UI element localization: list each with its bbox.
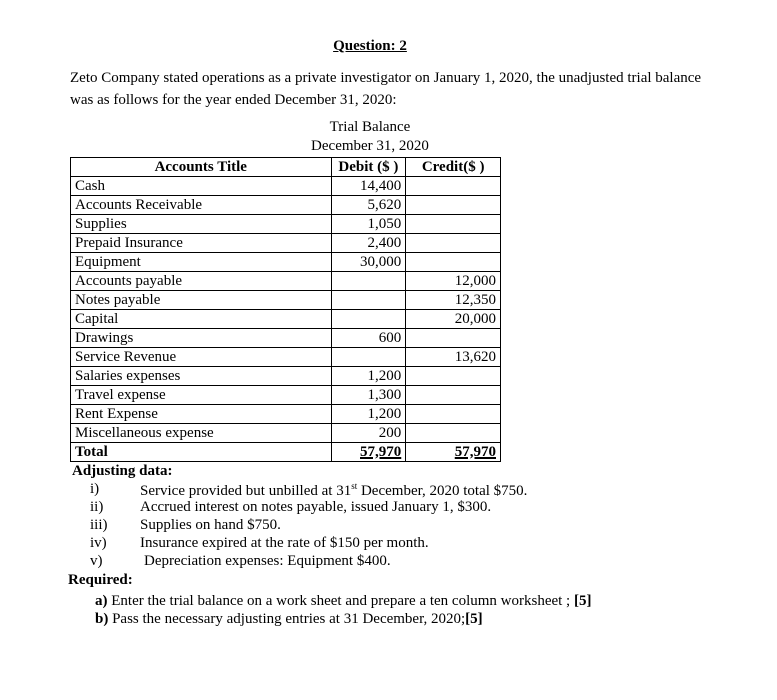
table-row <box>71 272 501 291</box>
table-row <box>71 196 501 215</box>
total-credit <box>406 443 501 462</box>
trial-balance-title: Trial Balance <box>329 119 411 135</box>
adjusting-item-text: Depreciation expenses: Equipment $400. <box>144 553 391 569</box>
total-label: Total <box>71 443 332 462</box>
header-credit: Credit($ ) <box>406 158 501 177</box>
debit-cell: 14,400 <box>331 177 406 196</box>
credit-cell <box>406 253 501 272</box>
required-item-a <box>95 593 591 610</box>
table-row <box>71 367 501 386</box>
debit-cell: 2,400 <box>331 234 406 253</box>
debit-cell: 1,200 <box>331 405 406 424</box>
table-row <box>71 234 501 253</box>
account-title: Accounts Receivable <box>71 196 332 215</box>
adjusting-item-number: v) <box>90 553 103 569</box>
item-marks: [5] <box>573 593 592 609</box>
table-row <box>71 386 501 405</box>
debit-cell: 1,300 <box>331 386 406 405</box>
item-text: Enter the trial balance on a work sheet and prepare a ten column worksheet ; <box>111 593 574 609</box>
total-debit-value: 57,970 <box>360 443 402 460</box>
table-row <box>71 177 501 196</box>
adjusting-item-number: iv) <box>90 535 107 551</box>
credit-cell: 12,000 <box>406 272 501 291</box>
total-credit-value: 57,970 <box>454 443 496 460</box>
superscript: st <box>351 481 358 491</box>
account-title: Equipment <box>71 253 332 272</box>
text-part: Service provided but unbilled at 31 <box>140 483 352 499</box>
adjusting-item-text <box>140 481 527 500</box>
credit-cell <box>406 234 501 253</box>
credit-cell <box>406 177 501 196</box>
credit-cell: 13,620 <box>406 348 501 367</box>
item-text: Pass the necessary adjusting entries at 31 December, 2020; <box>112 611 466 627</box>
text-part: December, 2020 total $750. <box>357 483 528 499</box>
debit-cell: 1,200 <box>331 367 406 386</box>
required-item-b <box>95 611 483 628</box>
account-title: Supplies <box>71 215 332 234</box>
table-row <box>71 310 501 329</box>
debit-cell <box>331 348 406 367</box>
debit-cell: 200 <box>331 424 406 443</box>
account-title: Notes payable <box>71 291 332 310</box>
credit-cell: 20,000 <box>406 310 501 329</box>
table-row <box>71 405 501 424</box>
trial-balance-table <box>70 157 501 462</box>
adjusting-item-text: Insurance expired at the rate of $150 per month. <box>140 535 429 551</box>
header-accounts-title: Accounts Title <box>71 158 332 177</box>
item-marks: [5] <box>465 611 483 627</box>
credit-cell <box>406 215 501 234</box>
adjusting-item-number: ii) <box>90 499 104 515</box>
debit-cell: 30,000 <box>331 253 406 272</box>
credit-cell <box>406 424 501 443</box>
table-row <box>71 291 501 310</box>
table-row <box>71 253 501 272</box>
total-debit <box>331 443 406 462</box>
account-title: Drawings <box>71 329 332 348</box>
table-header-row <box>71 158 501 177</box>
adjusting-item-number: iii) <box>90 517 108 533</box>
account-title: Cash <box>71 177 332 196</box>
credit-cell <box>406 405 501 424</box>
debit-cell: 600 <box>331 329 406 348</box>
account-title: Prepaid Insurance <box>71 234 332 253</box>
account-title: Accounts payable <box>71 272 332 291</box>
adjusting-data-heading: Adjusting data: <box>72 463 173 479</box>
adjusting-item-text: Supplies on hand $750. <box>140 517 281 533</box>
question-title: Question: 2 <box>333 38 407 54</box>
account-title: Rent Expense <box>71 405 332 424</box>
required-heading: Required: <box>68 572 133 588</box>
credit-cell <box>406 329 501 348</box>
table-row <box>71 329 501 348</box>
adjusting-item-number: i) <box>90 481 100 497</box>
credit-cell <box>406 386 501 405</box>
debit-cell <box>331 310 406 329</box>
debit-cell <box>331 291 406 310</box>
header-debit: Debit ($ ) <box>331 158 406 177</box>
adjusting-item-text: Accrued interest on notes payable, issued January 1, $300. <box>140 499 492 515</box>
account-title: Miscellaneous expense <box>71 424 332 443</box>
debit-cell <box>331 272 406 291</box>
credit-cell <box>406 196 501 215</box>
table-row <box>71 215 501 234</box>
account-title: Travel expense <box>71 386 332 405</box>
item-label: b) <box>95 611 109 627</box>
credit-cell: 12,350 <box>406 291 501 310</box>
account-title: Service Revenue <box>71 348 332 367</box>
item-label: a) <box>95 593 108 609</box>
credit-cell <box>406 367 501 386</box>
account-title: Capital <box>71 310 332 329</box>
trial-balance-date: December 31, 2020 <box>311 138 429 154</box>
table-row <box>71 424 501 443</box>
total-row <box>71 443 501 462</box>
account-title: Salaries expenses <box>71 367 332 386</box>
table-row <box>71 348 501 367</box>
debit-cell: 5,620 <box>331 196 406 215</box>
intro-paragraph: Zeto Company stated operations as a private investigator on January 1, 2020, the unadjusted trial balance was as follows for the year ended December 31, 2020: <box>70 70 702 108</box>
debit-cell: 1,050 <box>331 215 406 234</box>
